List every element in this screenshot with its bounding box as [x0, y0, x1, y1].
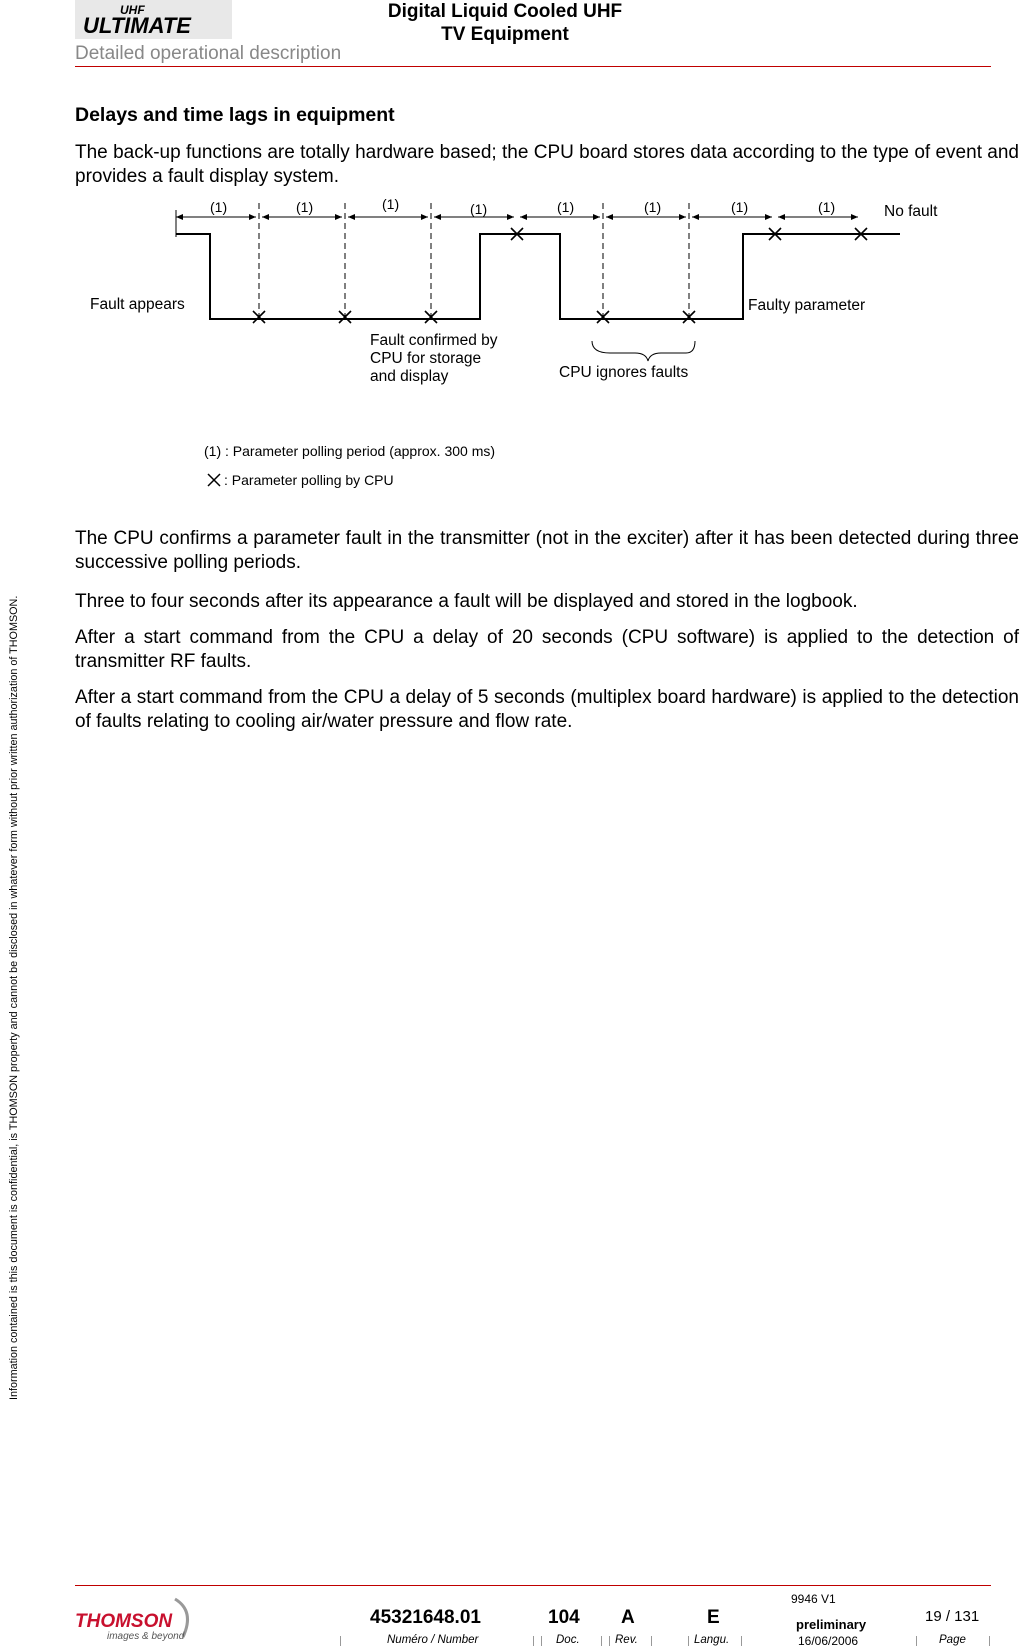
footer-status: preliminary	[796, 1617, 867, 1632]
legend-polling: : Parameter polling by CPU	[224, 472, 394, 488]
thomson-logo	[75, 1593, 200, 1645]
body-paragraph: Three to four seconds after its appearance a fault will be displayed and stored in the logbook.	[75, 591, 858, 612]
polling-mark-icon	[425, 311, 437, 323]
footer-rev: A	[621, 1607, 635, 1628]
body-paragraph: After a start command from the CPU a delay of 5 seconds (multiplex board hardware) is applied to the detection of faults relating to cooling air/water pressure and flow rate.	[75, 687, 1019, 732]
section-heading: Delays and time lags in equipment	[75, 104, 395, 126]
footer-lang-label: Langu.	[694, 1634, 730, 1646]
confidentiality-notice: Information contained is this document is confidential, is THOMSON property and cannot be disclosed in whatever form without prior written authorization of THOMSON.	[8, 595, 20, 1400]
document-title-line1: Digital Liquid Cooled UHF	[387, 1, 623, 22]
period-label: (1)	[382, 196, 400, 212]
footer-version: 9946 V1	[791, 1592, 836, 1606]
footer-separator	[651, 1636, 652, 1646]
period-label: (1)	[557, 199, 575, 215]
legend-period: (1) : Parameter polling period (approx. 300 ms)	[204, 443, 496, 459]
polling-mark-icon	[683, 311, 695, 323]
footer-separator	[688, 1636, 689, 1646]
period-label: (1)	[470, 201, 488, 217]
period-label: (1)	[731, 199, 749, 215]
footer-date: 16/06/2006	[798, 1634, 859, 1648]
fault-confirmed-line1: Fault confirmed by	[370, 332, 498, 349]
document-subtitle: Detailed operational description	[75, 43, 342, 64]
logo-text-ultimate: ULTIMATE	[83, 13, 191, 38]
footer-separator	[916, 1636, 917, 1646]
logo-text-uhf: UHF	[120, 3, 145, 17]
ultimate-logo-graphic	[75, 0, 232, 39]
footer-separator	[989, 1636, 990, 1646]
footer-separator	[533, 1636, 534, 1646]
no-fault-label: No fault	[884, 203, 938, 220]
ultimate-logo	[75, 0, 232, 39]
intro-paragraph: The back-up functions are totally hardware based; the CPU board stores data according to the type of event and provides a fault display system.	[75, 142, 1019, 187]
polling-dashes	[259, 203, 689, 317]
thomson-tagline: images & beyond	[107, 1631, 185, 1642]
cpu-ignores-label: CPU ignores faults	[559, 364, 689, 381]
footer-separator	[340, 1636, 341, 1646]
legend-polling-icon	[208, 474, 220, 486]
thomson-wordmark: THOMSON	[75, 1611, 173, 1632]
footer-rev-label: Rev.	[615, 1634, 638, 1646]
footer-doc: 104	[548, 1607, 580, 1628]
footer-separator	[741, 1636, 742, 1646]
period-label: (1)	[818, 199, 836, 215]
period-label: (1)	[644, 199, 662, 215]
footer-page-count: 19 / 131	[925, 1608, 980, 1625]
period-label: (1)	[210, 199, 228, 215]
fault-confirmed-line2: CPU for storage	[370, 350, 482, 367]
header-divider	[75, 66, 991, 67]
period-label: (1)	[296, 199, 314, 215]
footer-doc-label: Doc.	[556, 1634, 580, 1646]
document-title	[330, 0, 680, 46]
cpu-ignores-brace	[592, 341, 695, 361]
footer-divider	[75, 1585, 991, 1586]
polling-mark-icon	[253, 311, 265, 323]
footer-separator	[541, 1636, 542, 1646]
fault-confirmed-line3: and display	[370, 368, 449, 385]
footer-number-label: Numéro / Number	[387, 1634, 479, 1646]
body-paragraph: The CPU confirms a parameter fault in the transmitter (not in the exciter) after it has been detected during three successive polling periods.	[75, 528, 1019, 573]
timing-diagram	[80, 195, 980, 515]
faulty-parameter-label: Faulty parameter	[748, 297, 866, 314]
body-paragraph: After a start command from the CPU a delay of 20 seconds (CPU software) is applied to the detection of transmitter RF faults.	[75, 627, 1019, 672]
footer-separator	[601, 1636, 602, 1646]
footer-page-label: Page	[939, 1634, 966, 1646]
fault-appears-label: Fault appears	[90, 296, 185, 313]
thomson-logo-graphic	[75, 1593, 200, 1645]
footer-separator	[609, 1636, 610, 1646]
footer-document-number: 45321648.01	[370, 1607, 481, 1628]
polling-mark-icon	[339, 311, 351, 323]
footer-lang: E	[707, 1607, 720, 1628]
polling-mark-icon	[597, 311, 609, 323]
document-title-line2: TV Equipment	[441, 24, 569, 45]
